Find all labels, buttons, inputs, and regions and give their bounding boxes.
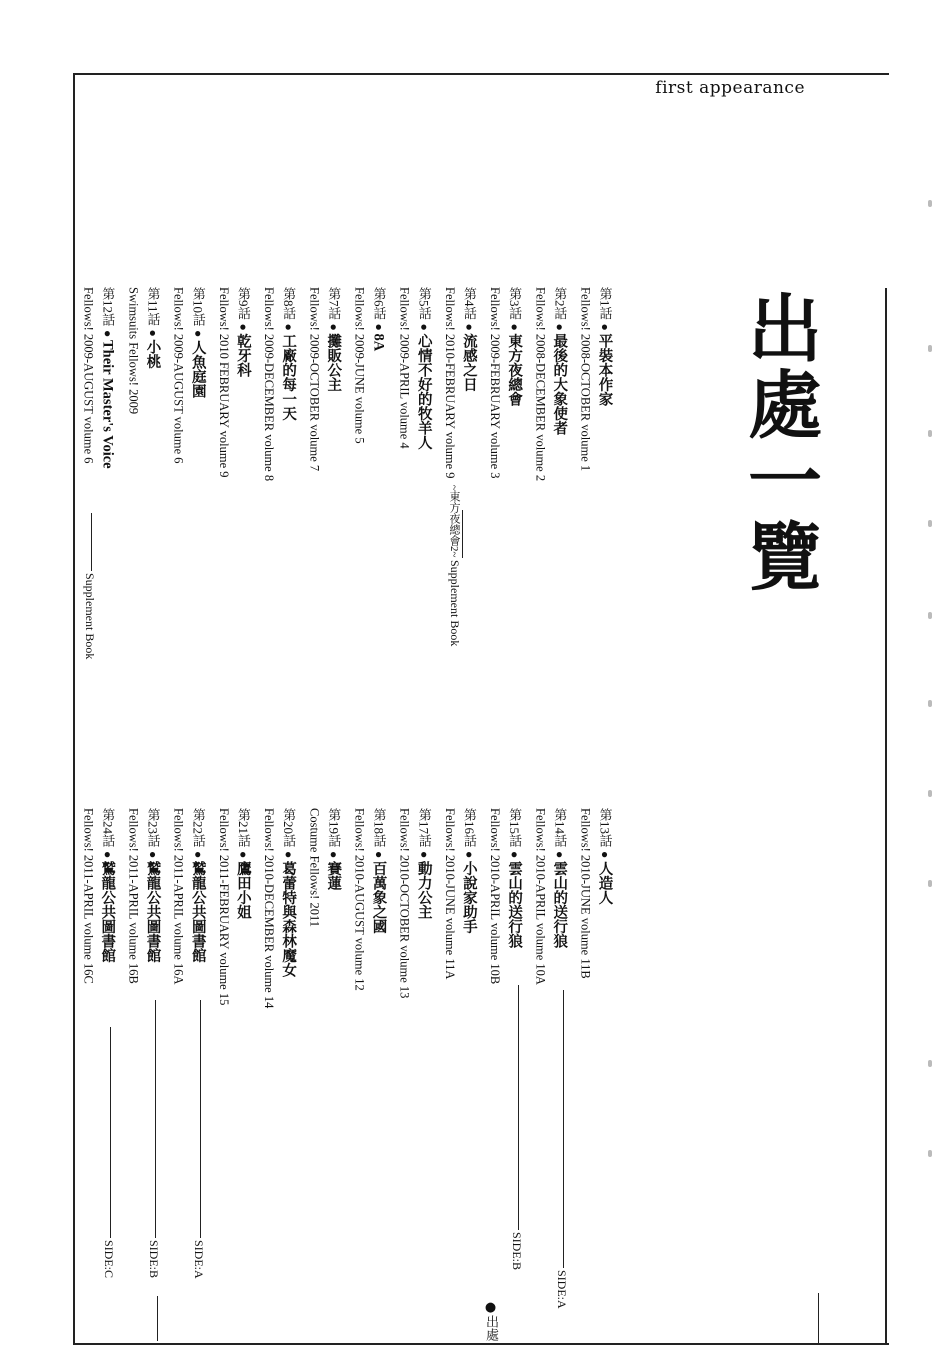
bullet-icon: ● [416, 847, 431, 861]
episode-heading [371, 287, 386, 351]
side-a-label-1: SIDE:A [555, 1270, 569, 1309]
episode-heading [281, 808, 296, 977]
episode-source: Fellows! 2009-AUGUST volume 6 [171, 287, 186, 464]
episode-title: 工廠的每一天 [280, 333, 297, 421]
episode-title: 小說家助手 [460, 861, 477, 934]
side-c-label: SIDE:C [102, 1240, 116, 1279]
episode-number: 第12話 [100, 287, 116, 326]
episode-heading [597, 808, 612, 905]
episode-number: 第23話 [145, 808, 161, 847]
episode-source: Fellows! 2009-OCTOBER volume 7 [307, 287, 322, 472]
episode-number: 第21話 [235, 808, 251, 847]
episode-source: Costume Fellows! 2011 [307, 808, 322, 927]
episode-number: 第22話 [190, 808, 206, 847]
bullet-icon: ● [190, 326, 205, 340]
episode-title: Their Master's Voice [99, 340, 116, 469]
side-b-label-2: SIDE:B [147, 1240, 161, 1279]
bullet-icon: ● [281, 847, 296, 861]
episode-number: 第6話 [371, 287, 387, 320]
episode-number: 第11話 [145, 287, 161, 326]
episode-heading [507, 808, 522, 948]
episode-source: Fellows! 2010-DECEMBER volume 14 [262, 808, 277, 1009]
episode-heading [190, 287, 205, 398]
episode-source: Fellows! 2009-FEBRUARY volume 3 [488, 287, 503, 479]
bottom-rule-left [157, 1296, 158, 1341]
episode-title: 鷲龍公共圖書館 [99, 861, 116, 963]
episode-title: 8A [370, 333, 387, 352]
bullet-icon: ● [507, 319, 522, 334]
bullet-icon: ● [235, 847, 250, 861]
ep12-supplement: Supplement Book [83, 573, 97, 660]
bullet-icon: ● [461, 319, 476, 334]
page-frame [73, 73, 889, 1345]
episode-heading [552, 287, 567, 435]
episode-source: Fellows! 2008-OCTOBER volume 1 [578, 287, 593, 472]
episode-heading [326, 808, 341, 890]
episode-heading [507, 287, 522, 406]
episode-number: 第7話 [326, 287, 342, 320]
episode-title: 動力公主 [415, 861, 432, 919]
episode-heading [416, 287, 431, 450]
side-a-line-2 [200, 1000, 201, 1238]
side-a-line-1 [563, 990, 564, 1268]
episode-title: 賽蓮 [325, 861, 342, 890]
episode-number: 第19話 [326, 808, 342, 847]
bullet-icon: ● [100, 326, 115, 340]
episode-source: Fellows! 2010-OCTOBER volume 13 [397, 808, 412, 999]
episode-number: 第10話 [190, 287, 206, 326]
edge-mark [928, 520, 932, 527]
ep4-supplement: Supplement Book [448, 560, 462, 647]
episode-source: Fellows! 2009-APRIL volume 4 [397, 287, 412, 449]
edge-mark [928, 430, 932, 437]
episode-heading [461, 808, 476, 934]
bullet-icon: ● [371, 847, 386, 861]
episode-heading [281, 287, 296, 421]
bullet-icon: ● [145, 847, 160, 861]
bullet-icon: ● [100, 847, 115, 861]
episode-source: Fellows! 2009-JUNE volume 5 [352, 287, 367, 444]
episode-title: 鷲龍公共圖書館 [144, 861, 161, 963]
episode-number: 第16話 [461, 808, 477, 847]
bottom-rule-right [818, 1293, 819, 1343]
bullet-icon: ● [190, 847, 205, 861]
episode-title: 攤販公主 [325, 333, 342, 392]
bullet-icon: ● [461, 847, 476, 861]
episode-source: Fellows! 2009-AUGUST volume 6 [81, 287, 96, 464]
bullet-icon: ● [597, 319, 612, 334]
episode-title: 東方夜總會 [506, 333, 523, 406]
episode-source: Fellows! 2010-JUNE volume 11A [442, 808, 457, 980]
episode-heading [145, 808, 160, 963]
episode-number: 第9話 [235, 287, 251, 320]
episode-heading [552, 808, 567, 948]
episode-title: 雲山的送行狼 [551, 861, 568, 948]
episode-heading [190, 808, 205, 963]
episode-number: 第4話 [461, 287, 477, 320]
episode-heading [326, 287, 341, 392]
frame-right-rule [885, 288, 887, 1343]
episode-title: 鷲龍公共圖書館 [189, 861, 206, 963]
edge-mark [928, 200, 932, 207]
episode-heading [145, 287, 160, 369]
page-title: 出處一覽 [736, 290, 822, 594]
ep4-connector-line [462, 510, 463, 558]
edge-mark [928, 1060, 932, 1067]
episode-heading [416, 808, 431, 919]
episode-heading [597, 287, 612, 406]
episode-number: 第3話 [507, 287, 523, 320]
episode-heading [235, 287, 250, 377]
episode-source: Fellows! 2011-APRIL volume 16B [126, 808, 141, 984]
bullet-icon: ● [145, 325, 160, 340]
edge-mark [928, 790, 932, 797]
edge-mark [928, 345, 932, 352]
episode-number: 第1話 [597, 287, 613, 320]
episode-title: 乾牙科 [234, 333, 251, 377]
edge-mark [928, 880, 932, 887]
episode-source: Fellows! 2011-APRIL volume 16C [81, 808, 96, 984]
episode-number: 第24話 [100, 808, 116, 847]
edge-mark [928, 612, 932, 619]
episode-title: 雲山的送行狼 [506, 861, 523, 948]
episode-heading [100, 287, 115, 469]
episode-title: 鷹田小姐 [234, 861, 251, 919]
episode-source: Fellows! 2010 FEBRUARY volume 9 [216, 287, 231, 478]
episode-source: Swimsuits Fellows! 2009 [126, 287, 141, 415]
bullet-icon: ● [552, 319, 567, 334]
episode-source: Fellows! 2011-FEBRUARY volume 15 [216, 808, 231, 1006]
side-a-label-2: SIDE:A [192, 1240, 206, 1279]
bullet-icon: ● [552, 847, 567, 861]
episode-number: 第20話 [281, 808, 297, 847]
episode-heading [235, 808, 250, 919]
episode-source: Fellows! 2008-DECEMBER volume 2 [533, 287, 548, 482]
episode-source: Fellows! 2010-APRIL volume 10B [488, 808, 503, 985]
side-b-line-2 [155, 1000, 156, 1238]
episode-heading [461, 287, 476, 392]
episode-title: 最後的大象使者 [551, 333, 568, 435]
episode-source: Fellows! 2010-FEBRUARY volume 9 [442, 287, 457, 479]
episode-number: 第17話 [416, 808, 432, 847]
episode-title: 流感之日 [460, 333, 477, 392]
episode-number: 第13話 [597, 808, 613, 847]
ep12-connector-line [91, 513, 92, 571]
bullet-icon: ● [281, 319, 296, 334]
episode-number: 第8話 [281, 287, 297, 320]
episode-heading [100, 808, 115, 963]
bullet-icon: ● [235, 319, 250, 334]
episode-source: Fellows! 2010-JUNE volume 11B [578, 808, 593, 979]
side-b-label-1: SIDE:B [510, 1232, 524, 1271]
episode-number: 第5話 [416, 287, 432, 320]
episode-heading [371, 808, 386, 934]
episode-title: 人造人 [596, 861, 613, 905]
bullet-icon: ● [371, 319, 386, 334]
ep4-note: ~東方夜總會2~ [448, 485, 460, 558]
episode-number: 第2話 [552, 287, 568, 320]
side-b-line-1 [518, 985, 519, 1230]
side-c-line [110, 1027, 111, 1238]
bullet-icon: ● [326, 847, 341, 861]
bullet-icon: ● [326, 319, 341, 334]
episode-title: 心情不好的牧羊人 [415, 333, 432, 450]
episode-number: 第18話 [371, 808, 387, 847]
section-header: first appearance [655, 78, 805, 98]
bullet-icon: ● [507, 847, 522, 861]
episode-title: 小桃 [144, 339, 161, 369]
episode-title: 平裝本作家 [596, 333, 613, 406]
episode-source: Fellows! 2009-DECEMBER volume 8 [262, 287, 277, 482]
page-footer: ●出處 [483, 1300, 498, 1341]
episode-title: 人魚庭園 [189, 340, 206, 398]
episode-source: Fellows! 2011-APRIL volume 16A [171, 808, 186, 985]
edge-mark [928, 700, 932, 707]
edge-mark [928, 1150, 932, 1157]
episode-number: 第14話 [552, 808, 568, 847]
episode-source: Fellows! 2010-AUGUST volume 12 [352, 808, 367, 991]
episode-number: 第15話 [507, 808, 523, 847]
episode-title: 葛蕾特與森林魔女 [280, 861, 297, 977]
episode-title: 百萬象之國 [370, 861, 387, 934]
bullet-icon: ● [416, 319, 431, 334]
bullet-icon: ● [597, 847, 612, 861]
episode-source: Fellows! 2010-APRIL volume 10A [533, 808, 548, 985]
